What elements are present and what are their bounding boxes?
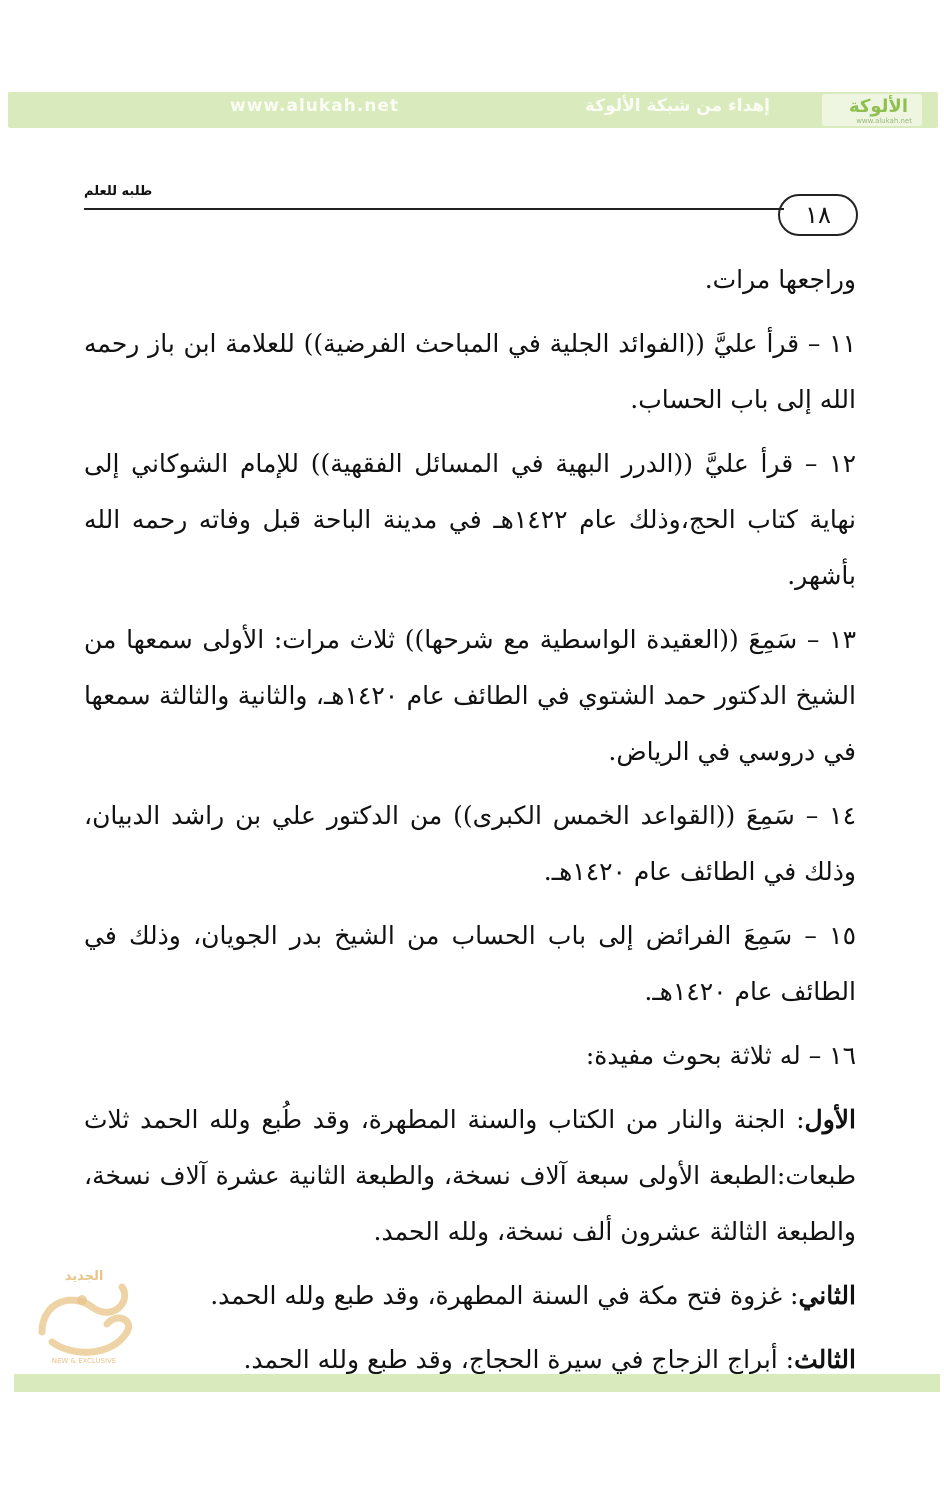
stamp-sub-text: NEW & EXCLUSIVE bbox=[51, 1357, 117, 1365]
logo-text: الألوكة bbox=[848, 96, 908, 117]
page-body bbox=[84, 252, 856, 1396]
work-first-label: الأول bbox=[804, 1105, 856, 1134]
bottom-banner bbox=[14, 1374, 940, 1392]
work-third-text: : أبراج الزجاج في سيرة الحجاج، وقد طبع ولله الحمد. bbox=[243, 1345, 795, 1374]
new-exclusive-stamp bbox=[22, 1262, 144, 1366]
work-third-label: الثالث bbox=[794, 1345, 856, 1374]
banner-gift-text: إهداء من شبكة الألوكة bbox=[584, 96, 770, 116]
stamp-top-text: الجديد bbox=[64, 1269, 104, 1284]
list-item-11: ١١ – قرأ عليَّ ((الفوائد الجلية في المباحث الفرضية)) للعلامة ابن باز رحمه الله إلى باب الحساب. bbox=[84, 329, 856, 414]
list-item-16: ١٦ – له ثلاثة بحوث مفيدة: bbox=[585, 1041, 856, 1070]
work-first bbox=[84, 1092, 856, 1260]
work-second bbox=[84, 1268, 856, 1324]
list-item-12: ١٢ – قرأ عليَّ ((الدرر البهية في المسائل الفقهية)) للإمام الشوكاني إلى نهاية كتاب الحج،وذلك عام ١٤٢٢هـ في مدينة الباحة قبل وفاته رحمه الله بأشهر. bbox=[84, 449, 856, 590]
page-number: ١٨ bbox=[778, 194, 858, 236]
list-item-15: ١٥ – سَمِعَ الفرائض إلى باب الحساب من الشيخ بدر الجويان، وذلك في الطائف عام ١٤٢٠هـ. bbox=[84, 921, 856, 1006]
alukah-logo bbox=[822, 94, 922, 126]
list-item-14: ١٤ – سَمِعَ ((القواعد الخمس الكبرى)) من الدكتور علي بن راشد الدبيان، وذلك في الطائف عام ١٤٢٠هـ. bbox=[84, 801, 856, 886]
banner-url[interactable]: www.alukah.net bbox=[230, 96, 399, 116]
work-second-label: الثاني bbox=[798, 1281, 856, 1310]
list-item-13: ١٣ – سَمِعَ ((العقيدة الواسطية مع شرحها)) ثلاث مرات: الأولى سمعها من الشيخ الدكتور حمد الشتوي في الطائف عام ١٤٢٠هـ، والثانية والثالثة سمعها في دروسي في الرياض. bbox=[84, 625, 857, 766]
running-header-title: طلبه للعلم bbox=[84, 184, 153, 199]
stamp-graphic bbox=[22, 1262, 144, 1366]
top-banner bbox=[8, 92, 938, 128]
header-rule bbox=[84, 208, 784, 210]
paragraph-continuation: وراجعها مرات. bbox=[704, 265, 856, 294]
work-second-text: : غزوة فتح مكة في السنة المطهرة، وقد طبع ولله الحمد. bbox=[210, 1281, 799, 1310]
work-first-text: : الجنة والنار من الكتاب والسنة المطهرة، وقد طُبع ولله الحمد ثلاث طبعات:الطبعة الأولى سبعة آلاف نسخة، والطبعة الثانية عشرة آلاف نسخة، والطبعة الثالثة عشرون ألف نسخة، ولله الحمد. bbox=[84, 1105, 856, 1246]
logo-site-text: www.alukah.net bbox=[856, 117, 912, 125]
